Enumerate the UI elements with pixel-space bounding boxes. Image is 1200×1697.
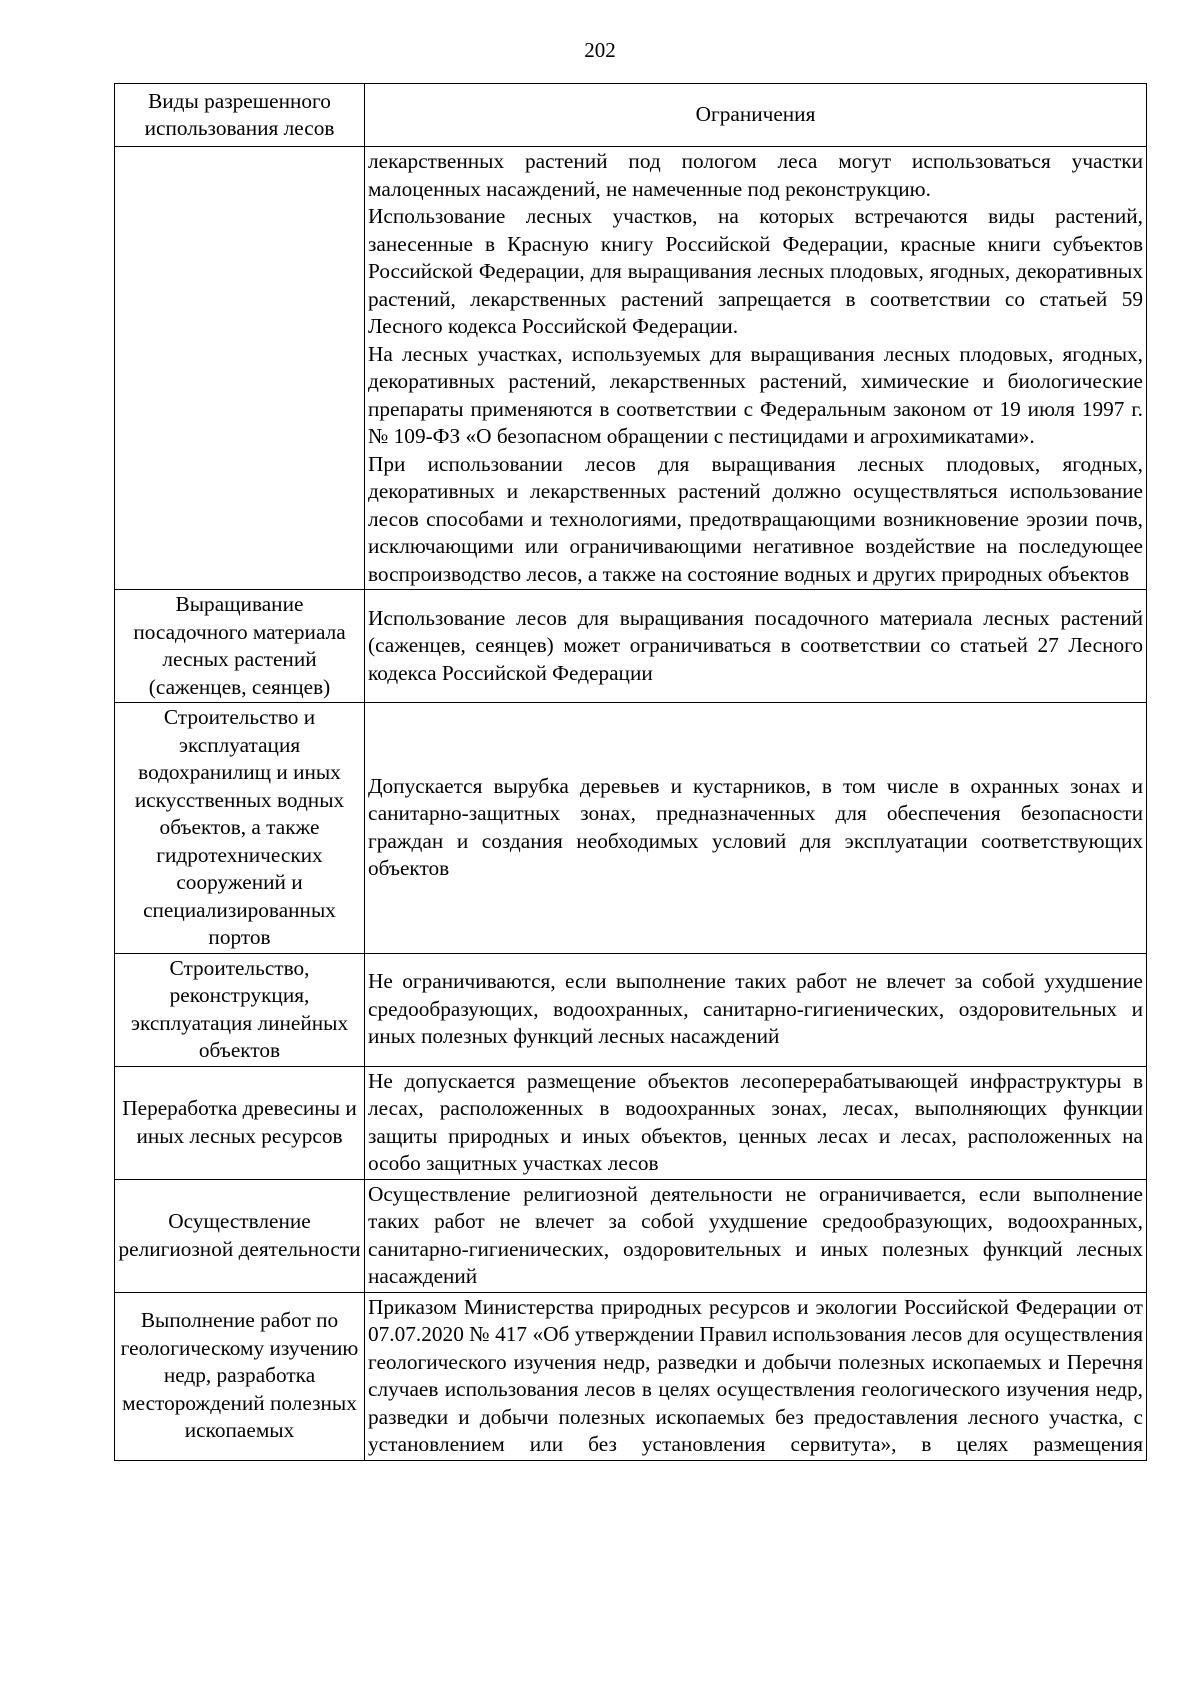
restriction-cell [365,1179,1147,1292]
usage-type-cell [115,147,365,590]
usage-type-cell: Осуществление религиозной деятельности [115,1179,365,1292]
usage-type-cell: Выращивание посадочного материала лесных растений (саженцев, сеянцев) [115,590,365,703]
usage-type-cell: Строительство, реконструкция, эксплуатация линейных объектов [115,953,365,1066]
restriction-cell [365,590,1147,703]
restriction-cell [365,1292,1147,1460]
restrictions-table [114,83,1147,1461]
table-row [115,1179,1147,1292]
restriction-paragraph: Осуществление религиозной деятельности не ограничивается, если выполнение таких работ не влечет за собой ухудшение средообразующих, водоохранных, санитарно-гигиенических, оздоровительных и иных полезных функций лесных насаждений [368,1181,1143,1288]
restriction-paragraph: Допускается вырубка деревьев и кустарников, в том числе в охранных зонах и санитарно-защитных зонах, предназначенных для обеспечения безопасности граждан и создания необходимых условий для эксплуатации соответствующих объектов [368,773,1143,881]
table-row [115,703,1147,954]
restriction-cell [365,147,1147,590]
table-row [115,1066,1147,1179]
restriction-paragraph: лекарственных растений под пологом леса могут использоваться участки малоценных насаждений, не намеченные под реконструкцию. [368,149,1143,201]
table-row [115,590,1147,703]
table-row [115,1292,1147,1460]
usage-type-cell: Выполнение работ по геологическому изучению недр, разработка месторождений полезных ископаемых [115,1292,365,1460]
restriction-paragraph: На лесных участках, используемых для выращивания лесных плодовых, ягодных, декоративных растений, лекарственных растений, химические и биологические препараты применяются в соответствии с Федеральным законом от 19 июля 1997 г. № 109-ФЗ «О безопасном обращении с пестицидами и агрохимикатами». [368,341,1143,448]
usage-type-cell: Переработка древесины и иных лесных ресурсов [115,1066,365,1179]
table-header-row [115,84,1147,147]
restriction-cell [365,1066,1147,1179]
restriction-paragraph: При использовании лесов для выращивания лесных плодовых, ягодных, декоративных и лекарственных растений должно осуществляться использование лесов способами и технологиями, предотвращающими возникновение эрозии почв, исключающими или ограничивающими негативное воздействие на последующее воспроизводство лесов, а также на состояние водных и других природных объектов [368,451,1143,586]
restriction-paragraph: Использование лесов для выращивания посадочного материала лесных растений (саженцев, сеянцев) может ограничиваться в соответствии со статьей 27 Лесного кодекса Российской Федерации [368,605,1143,685]
restriction-paragraph: Использование лесных участков, на которых встречаются виды растений, занесенные в Красную книгу Российской Федерации, красные книги субъектов Российской Федерации, для выращивания лесных плодовых, ягодных, декоративных растений, лекарственных растений запрещается в соответствии со статьей 59 Лесного кодекса Российской Федерации. [368,204,1143,338]
restriction-cell [365,703,1147,954]
table-row [115,953,1147,1066]
header-cell-usage-types: Виды разрешенного использования лесов [115,84,365,147]
restriction-cell [365,953,1147,1066]
page-number: 202 [584,38,616,62]
header-cell-restrictions: Ограничения [365,84,1147,147]
usage-type-cell: Строительство и эксплуатация водохранилищ и иных искусственных водных объектов, а также гидротехнических сооружений и специализированных портов [115,703,365,954]
restriction-paragraph: Приказом Министерства природных ресурсов и экологии Российской Федерации от 07.07.2020 № 417 «Об утверждении Правил использования лесов для осуществления геологического изучения недр, разведки и добычи полезных ископаемых и Перечня случаев использования лесов в целях осуществления геологического изучения недр, разведки и добычи полезных ископаемых без предоставления лесного участка, с установлением или без установления сервитута», в целях размещения [368,1294,1143,1456]
restriction-paragraph: Не допускается размещение объектов лесоперерабатывающей инфраструктуры в лесах, расположенных в водоохранных зонах, лесах, выполняющих функции защиты природных и иных объектов, ценных лесах и лесах, расположенных на особо защитных участках лесов [368,1068,1143,1175]
table-row [115,147,1147,590]
restriction-paragraph: Не ограничиваются, если выполнение таких работ не влечет за собой ухудшение средообразующих, водоохранных, санитарно-гигиенических, оздоровительных и иных полезных функций лесных насаждений [368,969,1143,1049]
